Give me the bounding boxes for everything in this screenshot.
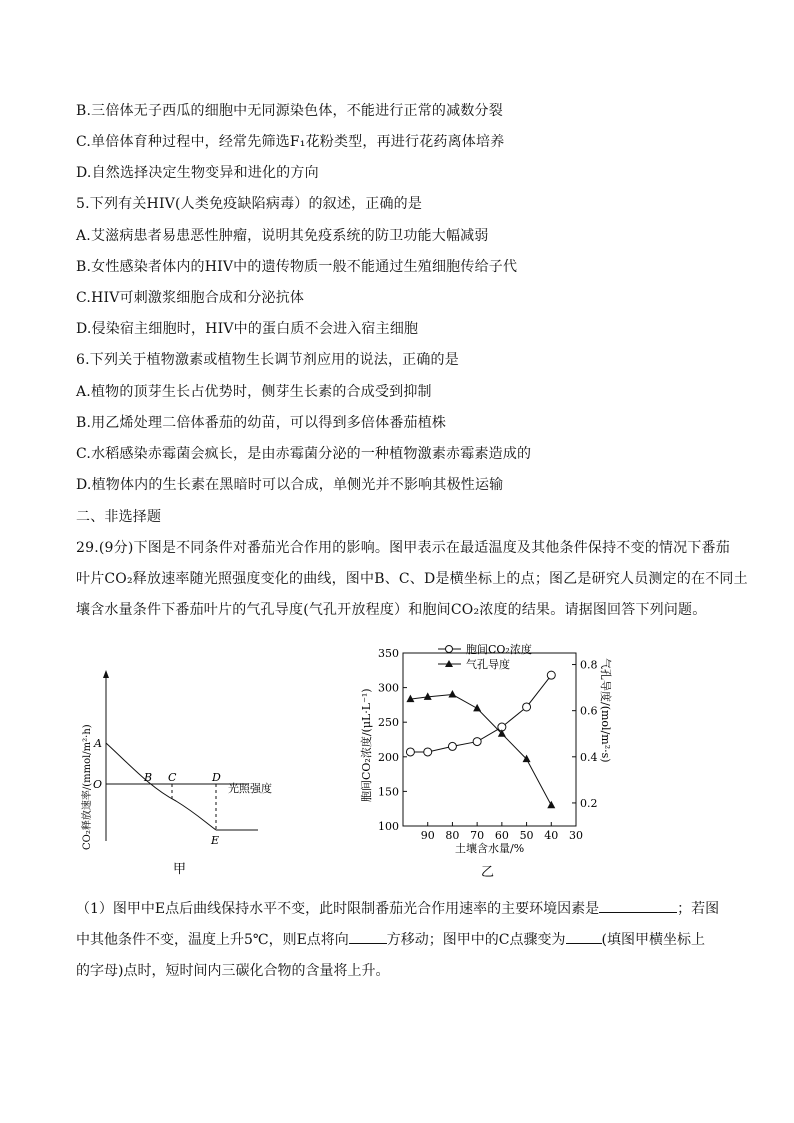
yi-y-left-tick-label: 300 <box>378 681 399 695</box>
yi-x-tick-label: 80 <box>445 829 460 842</box>
series-co2-point <box>523 703 531 711</box>
yi-x-tick-label: 30 <box>569 829 583 842</box>
q29-line2: 叶片CO₂释放速率随光照强度变化的曲线，图中B、C、D是横坐标上的点；图乙是研究人员测定的在不同土 <box>76 571 748 587</box>
q29-1-part1: （1）图甲中E点后曲线保持水平不变，此时限制番茄光合作用速率的主要环境因素是 <box>76 901 600 917</box>
legend-stomata: 气孔导度 <box>466 658 510 671</box>
legend-circle-marker <box>446 646 453 653</box>
yi-x-tick-label: 60 <box>494 829 509 842</box>
yi-y-right-tick-label: 0.8 <box>580 658 598 672</box>
q29-1-part3: 中其他条件不变，温度上升5℃，则E点将向 <box>76 932 349 948</box>
yi-y-right-tick-label: 0.2 <box>580 796 598 810</box>
jia-point-d: D <box>212 771 221 784</box>
yi-y-left-tick-label: 100 <box>378 820 399 833</box>
q29-1-part4: 方移动；图甲中的C点骤变为 <box>386 932 566 948</box>
option-q6-a: A.植物的顶芽生长占优势时，侧芽生长素的合成受到抑制 <box>76 384 432 400</box>
answer-blank-3[interactable] <box>566 927 602 944</box>
jia-y-arrow <box>103 670 109 678</box>
q29-line3: 壤含水量条件下番茄叶片的气孔导度(气孔开放程度）和胞间CO₂浓度的结果。请据图回答下列问题。 <box>76 602 707 618</box>
yi-legend <box>438 642 532 671</box>
yi-y-left-tick-label: 350 <box>378 647 399 660</box>
answer-blank-2[interactable] <box>349 927 387 944</box>
jia-y-label: CO₂释放速率/(mmol/m²·h) <box>82 724 93 850</box>
jia-point-e: E <box>211 834 220 847</box>
q29-1-part6: 的字母)点时，短时间内三碳化合物的含量将上升。 <box>76 963 390 979</box>
series-co2-point <box>473 738 481 746</box>
jia-point-c: C <box>168 771 177 784</box>
yi-y-left-tick-label: 250 <box>378 716 399 730</box>
q29-1-part5: (填图甲横坐标上 <box>601 932 705 948</box>
option-q6-b: B.用乙烯处理二倍体番茄的幼苗，可以得到多倍体番茄植株 <box>76 415 447 431</box>
yi-y-right-tick-label: 0.4 <box>580 750 598 764</box>
yi-x-tick-label: 50 <box>519 829 534 842</box>
jia-x-label: 光照强度 <box>228 782 272 795</box>
q29-line1: 29.(9分)下图是不同条件对番茄光合作用的影响。图甲表示在最适温度及其他条件保持不变的情况下番茄 <box>76 540 730 556</box>
option-q6-c: C.水稻感染赤霉菌会疯长，是由赤霉菌分泌的一种植物激素赤霉素造成的 <box>76 446 532 462</box>
series-stomata-point <box>473 704 481 712</box>
jia-caption: 甲 <box>173 862 187 877</box>
yi-y-label-left: 胞间CO₂浓度/(μL·L⁻¹) <box>360 688 373 802</box>
option-q4-d: D.自然选择决定生物变异和进化的方向 <box>76 165 319 181</box>
legend-co2: 胞间CO₂浓度 <box>466 643 532 656</box>
answer-blank-1[interactable] <box>599 896 677 913</box>
option-q5-c: C.HIV可刺激浆细胞合成和分泌抗体 <box>76 290 305 306</box>
yi-y-label-right: 气孔导度/(mol/m²·s) <box>599 658 612 763</box>
jia-point-o: O <box>93 778 103 791</box>
series-co2-point <box>424 748 432 756</box>
option-q5-d: D.侵染宿主细胞时，HIV中的蛋白质不会进入宿主细胞 <box>76 321 419 337</box>
yi-x-label: 土壤含水量/% <box>455 842 525 855</box>
chart-jia <box>76 636 346 882</box>
yi-y-left-tick-label: 200 <box>378 750 399 764</box>
series-co2-point <box>547 671 555 679</box>
yi-y-right-tick-label: 0.6 <box>580 704 598 718</box>
yi-x-tick-label: 90 <box>420 829 435 842</box>
question-5: 5.下列有关HIV(人类免疫缺陷病毒）的叙述，正确的是 <box>76 196 423 212</box>
yi-x-tick-label: 70 <box>470 829 485 842</box>
jia-point-b: B <box>144 771 153 784</box>
series-stomata-point <box>547 801 555 809</box>
jia-point-a: A <box>94 737 102 750</box>
series-co2-point <box>406 748 414 756</box>
jia-curve <box>106 743 216 830</box>
section-heading: 二、非选择题 <box>76 509 162 525</box>
yi-y-left-tick-label: 150 <box>378 785 399 799</box>
series-stomata-point <box>448 690 456 698</box>
question-6: 6.下列关于植物激素或植物生长调节剂应用的说法，正确的是 <box>76 352 459 368</box>
option-q5-b: B.女性感染者体内的HIV中的遗传物质一般不能通过生殖细胞传给子代 <box>76 259 518 275</box>
option-q4-c: C.单倍体育种过程中，经常先筛选F₁花粉类型，再进行花药离体培养 <box>76 134 505 150</box>
chart-yi <box>356 636 626 882</box>
option-q4-b: B.三倍体无子西瓜的细胞中无同源染色体，不能进行正常的减数分裂 <box>76 103 503 119</box>
q29-1-part2: ；若图 <box>677 901 720 917</box>
yi-caption: 乙 <box>481 865 495 880</box>
q29-sub1 <box>76 894 726 987</box>
option-q6-d: D.植物体内的生长素在黑暗时可以合成，单侧光并不影响其极性运输 <box>76 477 504 493</box>
yi-x-tick-label: 40 <box>544 829 559 842</box>
option-q5-a: A.艾滋病患者易患恶性肿瘤，说明其免疫系统的防卫功能大幅减弱 <box>76 228 489 244</box>
series-co2-point <box>448 742 456 750</box>
